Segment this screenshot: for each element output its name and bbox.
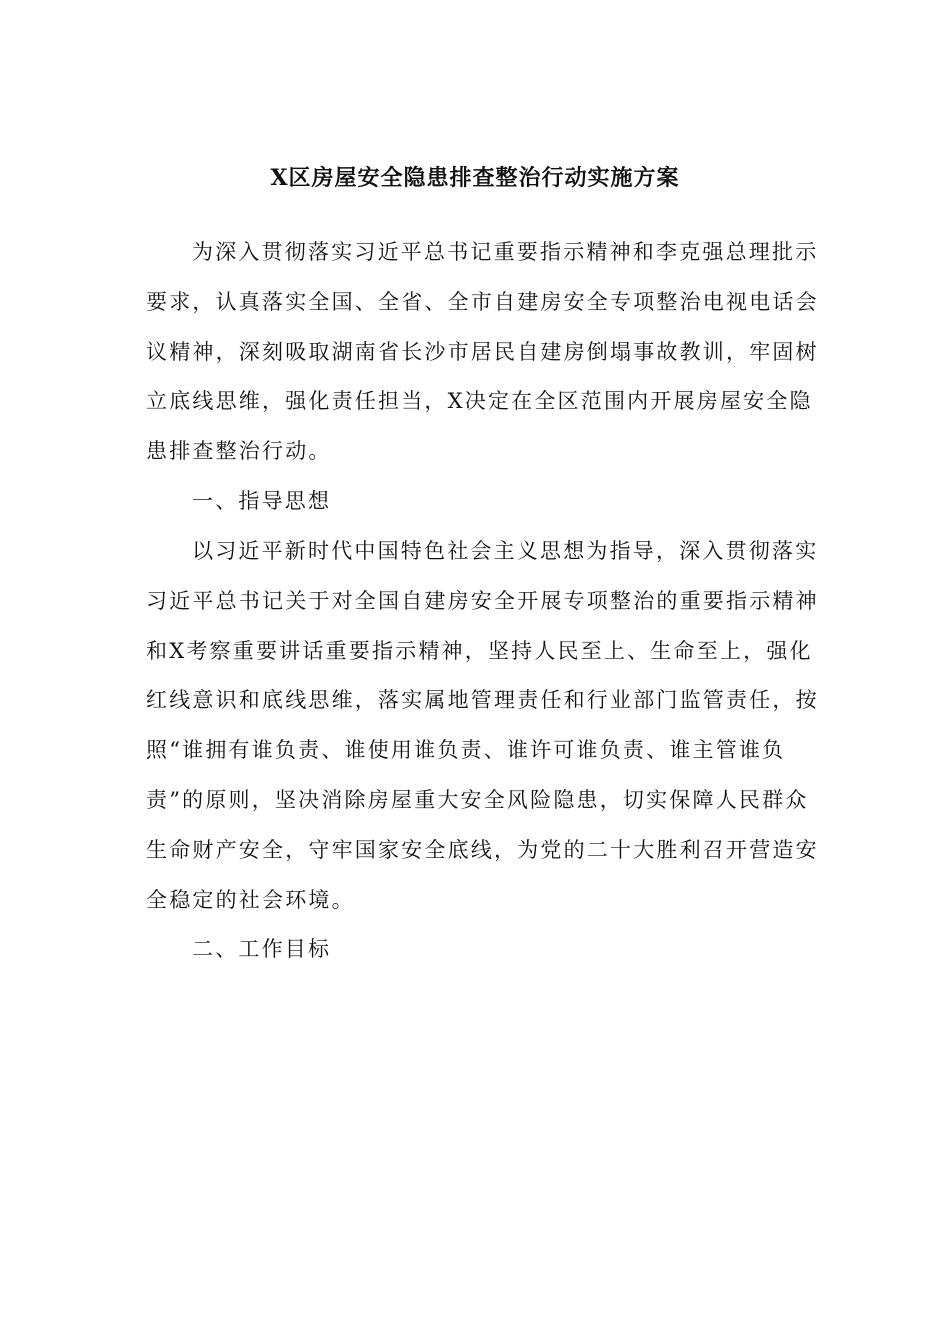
section-heading-guiding-thought [146, 477, 802, 527]
paragraph-intro [146, 228, 819, 477]
paragraph-line: 为深入贯彻落实习近平总书记重要指示精神和李克强总理批示 [192, 240, 819, 264]
paragraph-line: 责”的原则，坚决消除房屋重大安全风险隐患，切实保障人民群众 [146, 787, 809, 812]
paragraph-line: 照“谁拥有谁负责、谁使用谁负责、谁许可谁负责、谁主管谁负 [146, 738, 786, 763]
paragraph-line: 生命财产安全，守牢国家安全底线，为党的二十大胜利召开营造安 [146, 837, 819, 862]
paragraph-line: 习近平总书记关于对全国自建房安全开展专项整治的重要指示精神 [146, 588, 819, 613]
paragraph-line: 要求，认真落实全国、全省、全市自建房安全专项整治电视电话会 [146, 289, 819, 314]
paragraph-line: 全稳定的社会环境。 [146, 887, 355, 912]
paragraph-line: 立底线思维，强化责任担当，X决定在全区范围内开展房屋安全隐 [146, 389, 813, 414]
paragraph-line: 以习近平新时代中国特色社会主义思想为指导，深入贯彻落实 [192, 539, 819, 563]
paragraph-line: 和X考察重要讲话重要指示精神，坚持人民至上、生命至上，强化 [146, 638, 813, 663]
document-title: X区房屋安全隐患排查整治行动实施方案 [270, 165, 680, 191]
paragraph-line: 患排查整治行动。 [146, 439, 332, 464]
paragraph-line: 红线意识和底线思维，落实属地管理责任和行业部门监管责任，按 [146, 688, 819, 713]
paragraph-line: 议精神，深刻吸取湖南省长沙市居民自建房倒塌事故教训，牢固树 [146, 339, 819, 364]
section-heading-work-goals [146, 925, 802, 975]
heading-text: 二、工作目标 [192, 937, 332, 961]
heading-text: 一、指导思想 [192, 489, 332, 513]
paragraph-guiding-thought [146, 527, 819, 925]
